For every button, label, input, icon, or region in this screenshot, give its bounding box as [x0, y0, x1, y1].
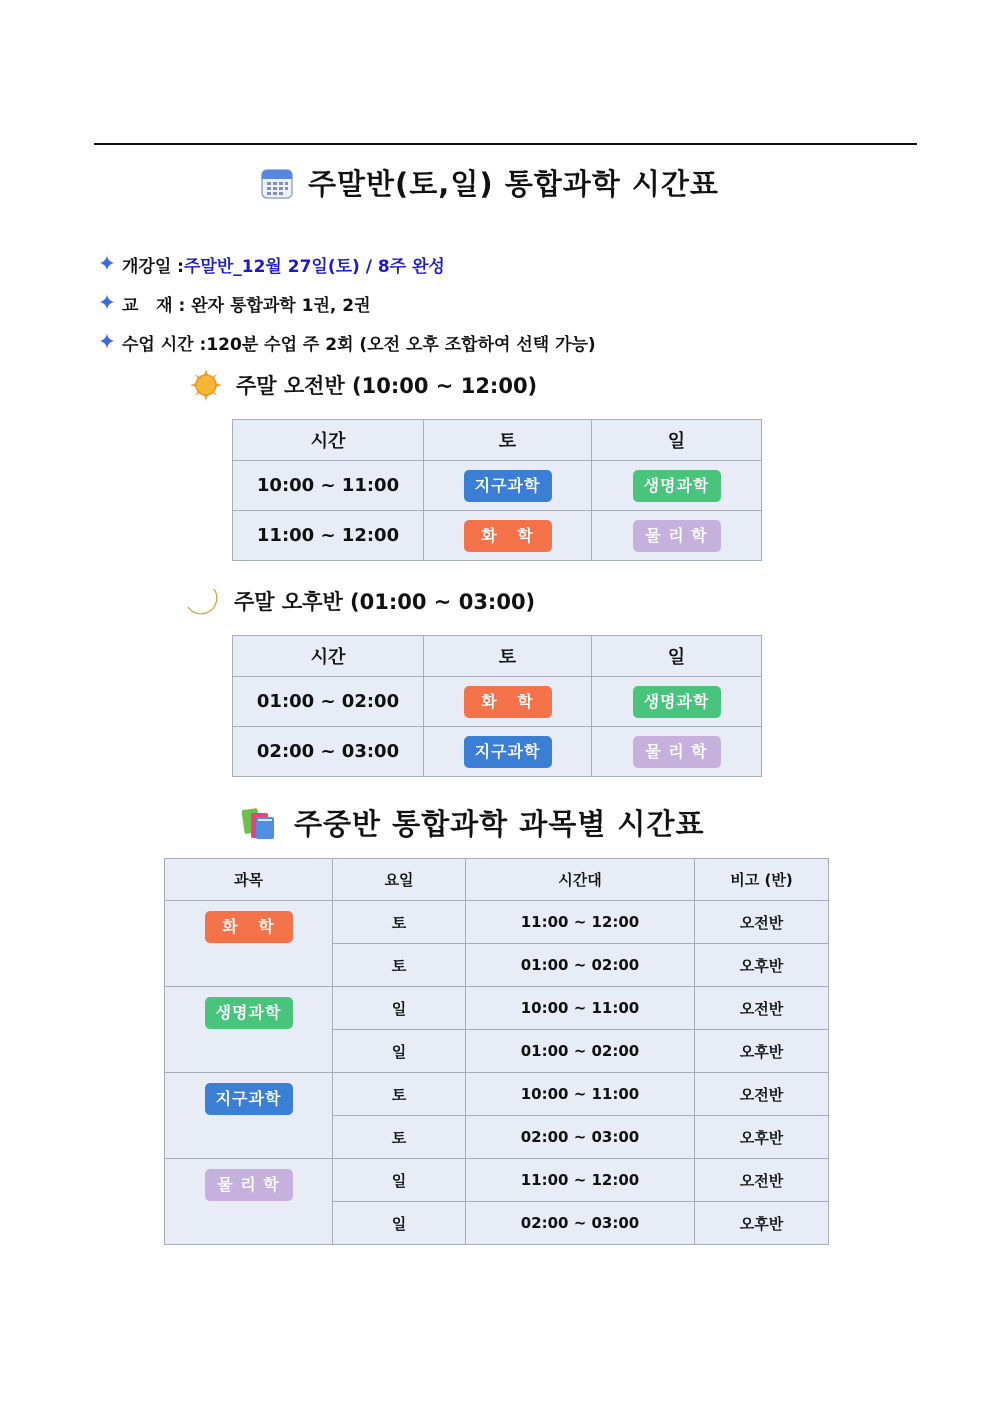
header-sat: 토	[424, 420, 592, 461]
info-value: 완자 통합과학 1권, 2권	[191, 296, 371, 316]
sun-icon	[190, 369, 222, 401]
day-cell: 일	[333, 987, 466, 1030]
info-class-time	[94, 330, 596, 355]
sparkle-icon: ✦	[97, 291, 117, 316]
sat-cell	[424, 461, 592, 511]
day-cell: 일	[333, 1202, 466, 1245]
subject-badge-physics: 물 리 학	[633, 736, 721, 768]
header-note: 비고 (반)	[695, 859, 829, 901]
books-icon	[240, 805, 280, 841]
sat-cell	[424, 511, 592, 561]
subject-badge-earth: 지구과학	[464, 736, 552, 768]
morning-table	[232, 419, 762, 561]
info-value: 120분 수업 주 2회 (오전 오후 조합하여 선택 가능)	[206, 335, 596, 355]
subject-badge-chemistry: 화 학	[464, 520, 552, 552]
day-cell: 토	[333, 901, 466, 944]
sat-cell	[424, 727, 592, 777]
subject-badge-physics: 물 리 학	[633, 520, 721, 552]
morning-title: 주말 오전반 (10:00 ~ 12:00)	[236, 374, 538, 398]
sparkle-icon: ✦	[97, 252, 117, 277]
info-open-date	[94, 252, 445, 277]
note-cell: 오후반	[695, 1030, 829, 1073]
subject-badge-earth: 지구과학	[205, 1083, 293, 1115]
day-cell: 일	[333, 1030, 466, 1073]
time-cell: 02:00 ~ 03:00	[466, 1116, 695, 1159]
time-cell: 02:00 ~ 03:00	[466, 1202, 695, 1245]
note-cell: 오후반	[695, 1116, 829, 1159]
time-cell: 10:00 ~ 11:00	[466, 1073, 695, 1116]
header-time: 시간	[233, 420, 424, 461]
subject-badge-biology: 생명과학	[633, 686, 721, 718]
sun-cell	[592, 461, 762, 511]
subject-badge-biology: 생명과학	[205, 997, 293, 1029]
note-cell: 오전반	[695, 987, 829, 1030]
header-sun: 일	[592, 636, 762, 677]
day-cell: 일	[333, 1159, 466, 1202]
header-sun: 일	[592, 420, 762, 461]
subject-badge-biology: 생명과학	[633, 470, 721, 502]
info-label: 교 재 :	[122, 296, 192, 316]
time-cell: 11:00 ~ 12:00	[466, 901, 695, 944]
time-cell: 11:00 ~ 12:00	[233, 511, 424, 561]
header-sat: 토	[424, 636, 592, 677]
table-row	[165, 987, 829, 1030]
time-cell: 01:00 ~ 02:00	[466, 944, 695, 987]
subject-cell	[165, 1073, 333, 1159]
table-header-row	[165, 859, 829, 901]
weekday-title-text: 주중반 통합과학 과목별 시간표	[294, 807, 705, 841]
morning-subtitle	[190, 369, 537, 401]
time-cell: 10:00 ~ 11:00	[233, 461, 424, 511]
moon-icon	[184, 585, 220, 617]
time-cell: 02:00 ~ 03:00	[233, 727, 424, 777]
subject-badge-chemistry: 화 학	[205, 911, 293, 943]
sparkle-icon: ✦	[97, 330, 117, 355]
note-cell: 오전반	[695, 1073, 829, 1116]
subject-table	[164, 858, 829, 1245]
top-divider	[94, 143, 917, 145]
table-header-row	[233, 420, 762, 461]
table-row	[165, 901, 829, 944]
header-time: 시간	[233, 636, 424, 677]
header-day: 요일	[333, 859, 466, 901]
afternoon-title: 주말 오후반 (01:00 ~ 03:00)	[234, 590, 536, 614]
table-row	[233, 727, 762, 777]
weekday-title	[240, 802, 704, 843]
afternoon-subtitle	[184, 585, 535, 617]
subject-cell	[165, 987, 333, 1073]
time-cell: 01:00 ~ 02:00	[233, 677, 424, 727]
subject-badge-physics: 물 리 학	[205, 1169, 293, 1201]
header-subject: 과목	[165, 859, 333, 901]
time-cell: 11:00 ~ 12:00	[466, 1159, 695, 1202]
info-value: 주말반_12월 27일(토) / 8주 완성	[183, 257, 445, 277]
subject-cell	[165, 901, 333, 987]
time-cell: 10:00 ~ 11:00	[466, 987, 695, 1030]
afternoon-table	[232, 635, 762, 777]
sat-cell	[424, 677, 592, 727]
sun-cell	[592, 727, 762, 777]
subject-badge-chemistry: 화 학	[464, 686, 552, 718]
calendar-icon	[260, 166, 294, 200]
day-cell: 토	[333, 944, 466, 987]
table-row	[233, 677, 762, 727]
subject-cell	[165, 1159, 333, 1245]
weekend-title	[260, 162, 719, 203]
time-cell: 01:00 ~ 02:00	[466, 1030, 695, 1073]
note-cell: 오전반	[695, 901, 829, 944]
sun-cell	[592, 511, 762, 561]
note-cell: 오후반	[695, 944, 829, 987]
info-label: 개강일 :	[122, 257, 184, 277]
table-row	[233, 461, 762, 511]
note-cell: 오전반	[695, 1159, 829, 1202]
header-time-slot: 시간대	[466, 859, 695, 901]
subject-badge-earth: 지구과학	[464, 470, 552, 502]
note-cell: 오후반	[695, 1202, 829, 1245]
day-cell: 토	[333, 1073, 466, 1116]
info-textbook	[94, 291, 371, 316]
weekend-title-text: 주말반(토,일) 통합과학 시간표	[308, 167, 719, 201]
table-row	[233, 511, 762, 561]
sun-cell	[592, 677, 762, 727]
day-cell: 토	[333, 1116, 466, 1159]
info-label: 수업 시간 :	[122, 335, 207, 355]
table-row	[165, 1159, 829, 1202]
table-row	[165, 1073, 829, 1116]
table-header-row	[233, 636, 762, 677]
